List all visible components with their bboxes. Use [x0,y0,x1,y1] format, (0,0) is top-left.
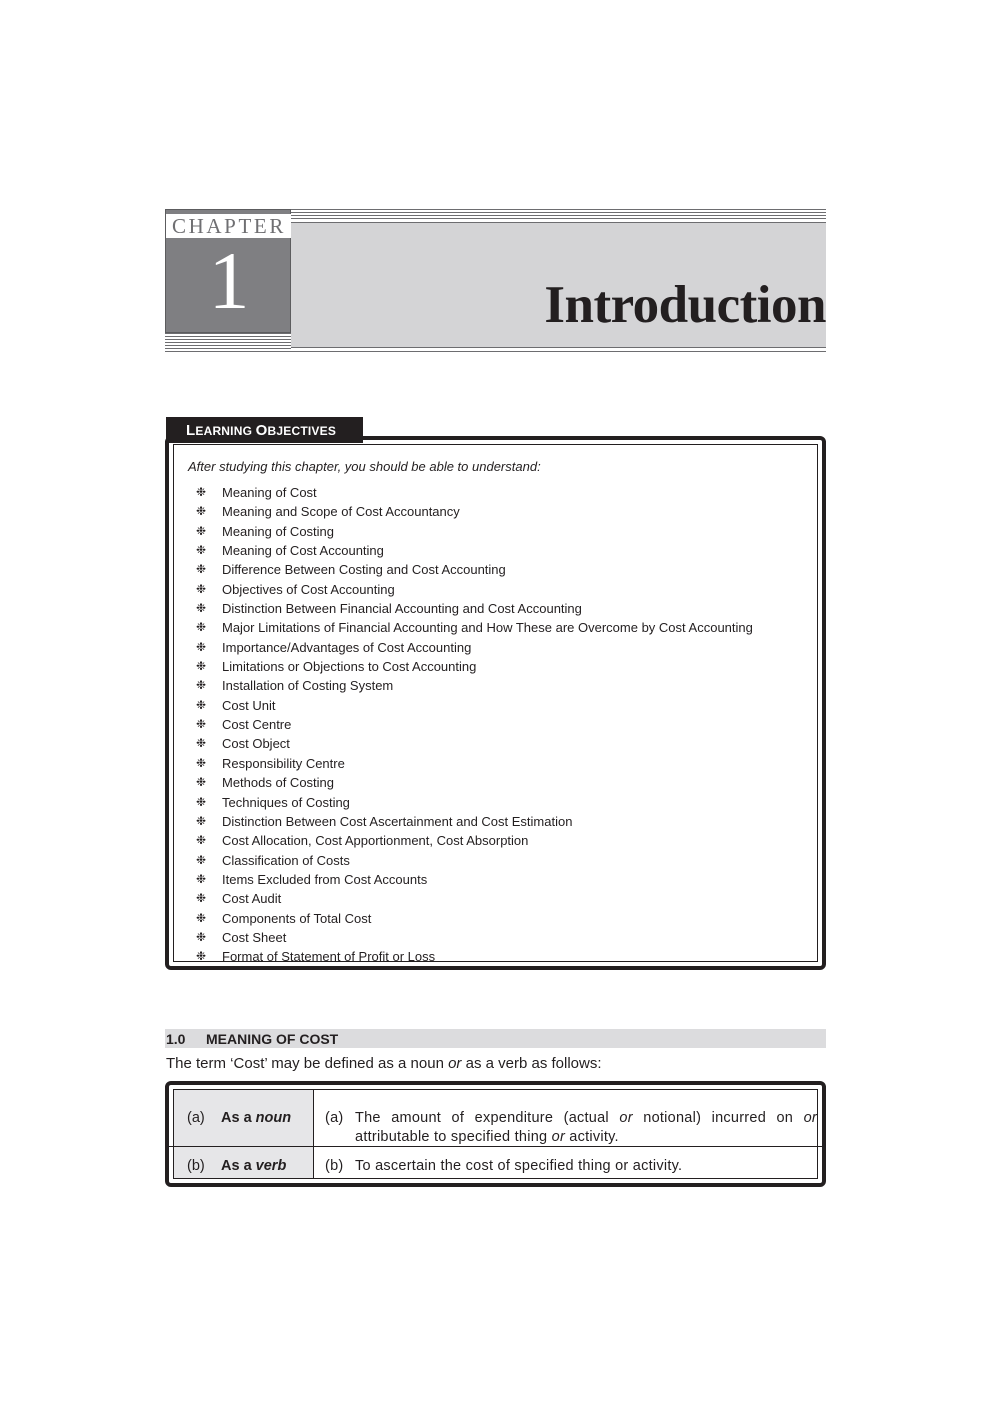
learning-objective-text: Components of Total Cost [222,910,372,926]
learning-objective-item [196,773,753,792]
snowflake-bullet-icon: ❉ [196,504,207,519]
learning-objective-item [196,522,753,541]
learning-objective-text: Cost Audit [222,891,282,907]
snowflake-bullet-icon: ❉ [196,813,207,828]
learning-objective-item [196,947,753,966]
learning-objective-text: Major Limitations of Financial Accounting and How These are Overcome by Cost Accounting [222,620,753,636]
definition-desc-noun: (a) The amount of expenditure (actual or notional) incurred on or attributable to specified thing or activity. [325,1110,818,1145]
learning-objective-item [196,909,753,928]
section-heading [165,1029,826,1048]
learning-objectives-box [165,436,826,970]
learning-objective-text: Limitations or Objections to Cost Accounting [222,659,477,675]
snowflake-bullet-icon: ❉ [196,659,207,674]
section-intro: The term ‘Cost’ may be defined as a noun or as a verb as follows: [166,1055,602,1072]
definition-term-verb: (b) As a verb [187,1158,287,1174]
learning-objective-text: Objectives of Cost Accounting [222,581,395,597]
learning-objectives-heading: LEARNING OBJECTIVES [166,417,363,443]
learning-objective-text: Cost Object [222,736,290,752]
learning-objectives-intro: After studying this chapter, you should be able to understand: [188,459,541,474]
learning-objective-text: Meaning and Scope of Cost Accountancy [222,504,460,520]
learning-objective-text: Items Excluded from Cost Accounts [222,871,428,887]
learning-objective-item [196,676,753,695]
snowflake-bullet-icon: ❉ [196,755,207,770]
snowflake-bullet-icon: ❉ [196,736,207,751]
learning-objectives-inner [173,444,818,965]
learning-objective-item [196,618,753,637]
learning-objective-item [196,889,753,908]
learning-objectives-list [196,483,753,967]
learning-objective-text: Format of Statement of Profit or Loss [222,949,436,965]
section-number: 1.0 [166,1031,186,1047]
snowflake-bullet-icon: ❉ [196,697,207,712]
learning-objective-item [196,560,753,579]
learning-objective-item [196,831,753,850]
learning-objective-item [196,851,753,870]
learning-objective-text: Meaning of Costing [222,523,335,539]
snowflake-bullet-icon: ❉ [196,891,207,906]
snowflake-bullet-icon: ❉ [196,949,207,964]
learning-objective-text: Installation of Costing System [222,678,394,694]
learning-objective-item [196,928,753,947]
learning-objective-text: Techniques of Costing [222,794,350,810]
chapter-label: CHAPTER [166,214,292,238]
learning-objective-text: Distinction Between Cost Ascertainment and Cost Estimation [222,813,573,829]
learning-objective-item [196,734,753,753]
chapter-header [165,209,826,353]
section-title: MEANING OF COST [206,1031,339,1047]
learning-objective-item [196,657,753,676]
learning-objective-text: Importance/Advantages of Cost Accounting [222,639,472,655]
snowflake-bullet-icon: ❉ [196,910,207,925]
title-band [291,222,826,348]
snowflake-bullet-icon: ❉ [196,620,207,635]
learning-objective-text: Difference Between Costing and Cost Accounting [222,562,506,578]
learning-objective-text: Distinction Between Financial Accounting and Cost Accounting [222,601,582,617]
definition-desc-verb: (b) To ascertain the cost of specified thing or activity. [325,1158,683,1174]
learning-objective-item [196,502,753,521]
chapter-box-rules [165,333,291,354]
learning-objective-item [196,541,753,560]
learning-objective-text: Cost Centre [222,717,292,733]
snowflake-bullet-icon: ❉ [196,523,207,538]
learning-objective-item [196,483,753,502]
learning-objective-item [196,715,753,734]
snowflake-bullet-icon: ❉ [196,581,207,596]
snowflake-bullet-icon: ❉ [196,775,207,790]
learning-objective-item [196,812,753,831]
learning-objective-text: Meaning of Cost [222,485,317,500]
snowflake-bullet-icon: ❉ [196,601,207,616]
snowflake-bullet-icon: ❉ [196,717,207,732]
definition-table-inner [173,1089,818,1179]
chapter-number: 1 [208,235,250,326]
learning-objective-text: Cost Unit [222,697,276,713]
chapter-number-box [165,209,291,333]
learning-objective-text: Meaning of Cost Accounting [222,543,384,559]
learning-objective-text: Classification of Costs [222,852,350,868]
definition-term-noun: (a) As a noun [187,1110,292,1126]
learning-objective-item [196,696,753,715]
snowflake-bullet-icon: ❉ [196,485,207,499]
title-bottom-rule [291,351,826,352]
snowflake-bullet-icon: ❉ [196,543,207,558]
learning-objective-text: Responsibility Centre [222,755,345,771]
chapter-title: Introduction [544,276,826,334]
snowflake-bullet-icon: ❉ [196,833,207,848]
snowflake-bullet-icon: ❉ [196,929,207,944]
snowflake-bullet-icon: ❉ [196,852,207,867]
learning-objective-text: Cost Allocation, Cost Apportionment, Cost Absorption [222,833,529,849]
learning-objective-item [196,599,753,618]
title-top-rules [291,209,826,221]
learning-objective-item [196,638,753,657]
learning-objective-text: Methods of Costing [222,775,335,791]
snowflake-bullet-icon: ❉ [196,678,207,693]
definition-table [165,1081,826,1187]
learning-objective-text: Cost Sheet [222,929,287,945]
snowflake-bullet-icon: ❉ [196,562,207,577]
learning-objective-item [196,580,753,599]
snowflake-bullet-icon: ❉ [196,871,207,886]
snowflake-bullet-icon: ❉ [196,794,207,809]
learning-objective-item [196,793,753,812]
learning-objective-item [196,870,753,889]
learning-objective-item [196,754,753,773]
snowflake-bullet-icon: ❉ [196,639,207,654]
